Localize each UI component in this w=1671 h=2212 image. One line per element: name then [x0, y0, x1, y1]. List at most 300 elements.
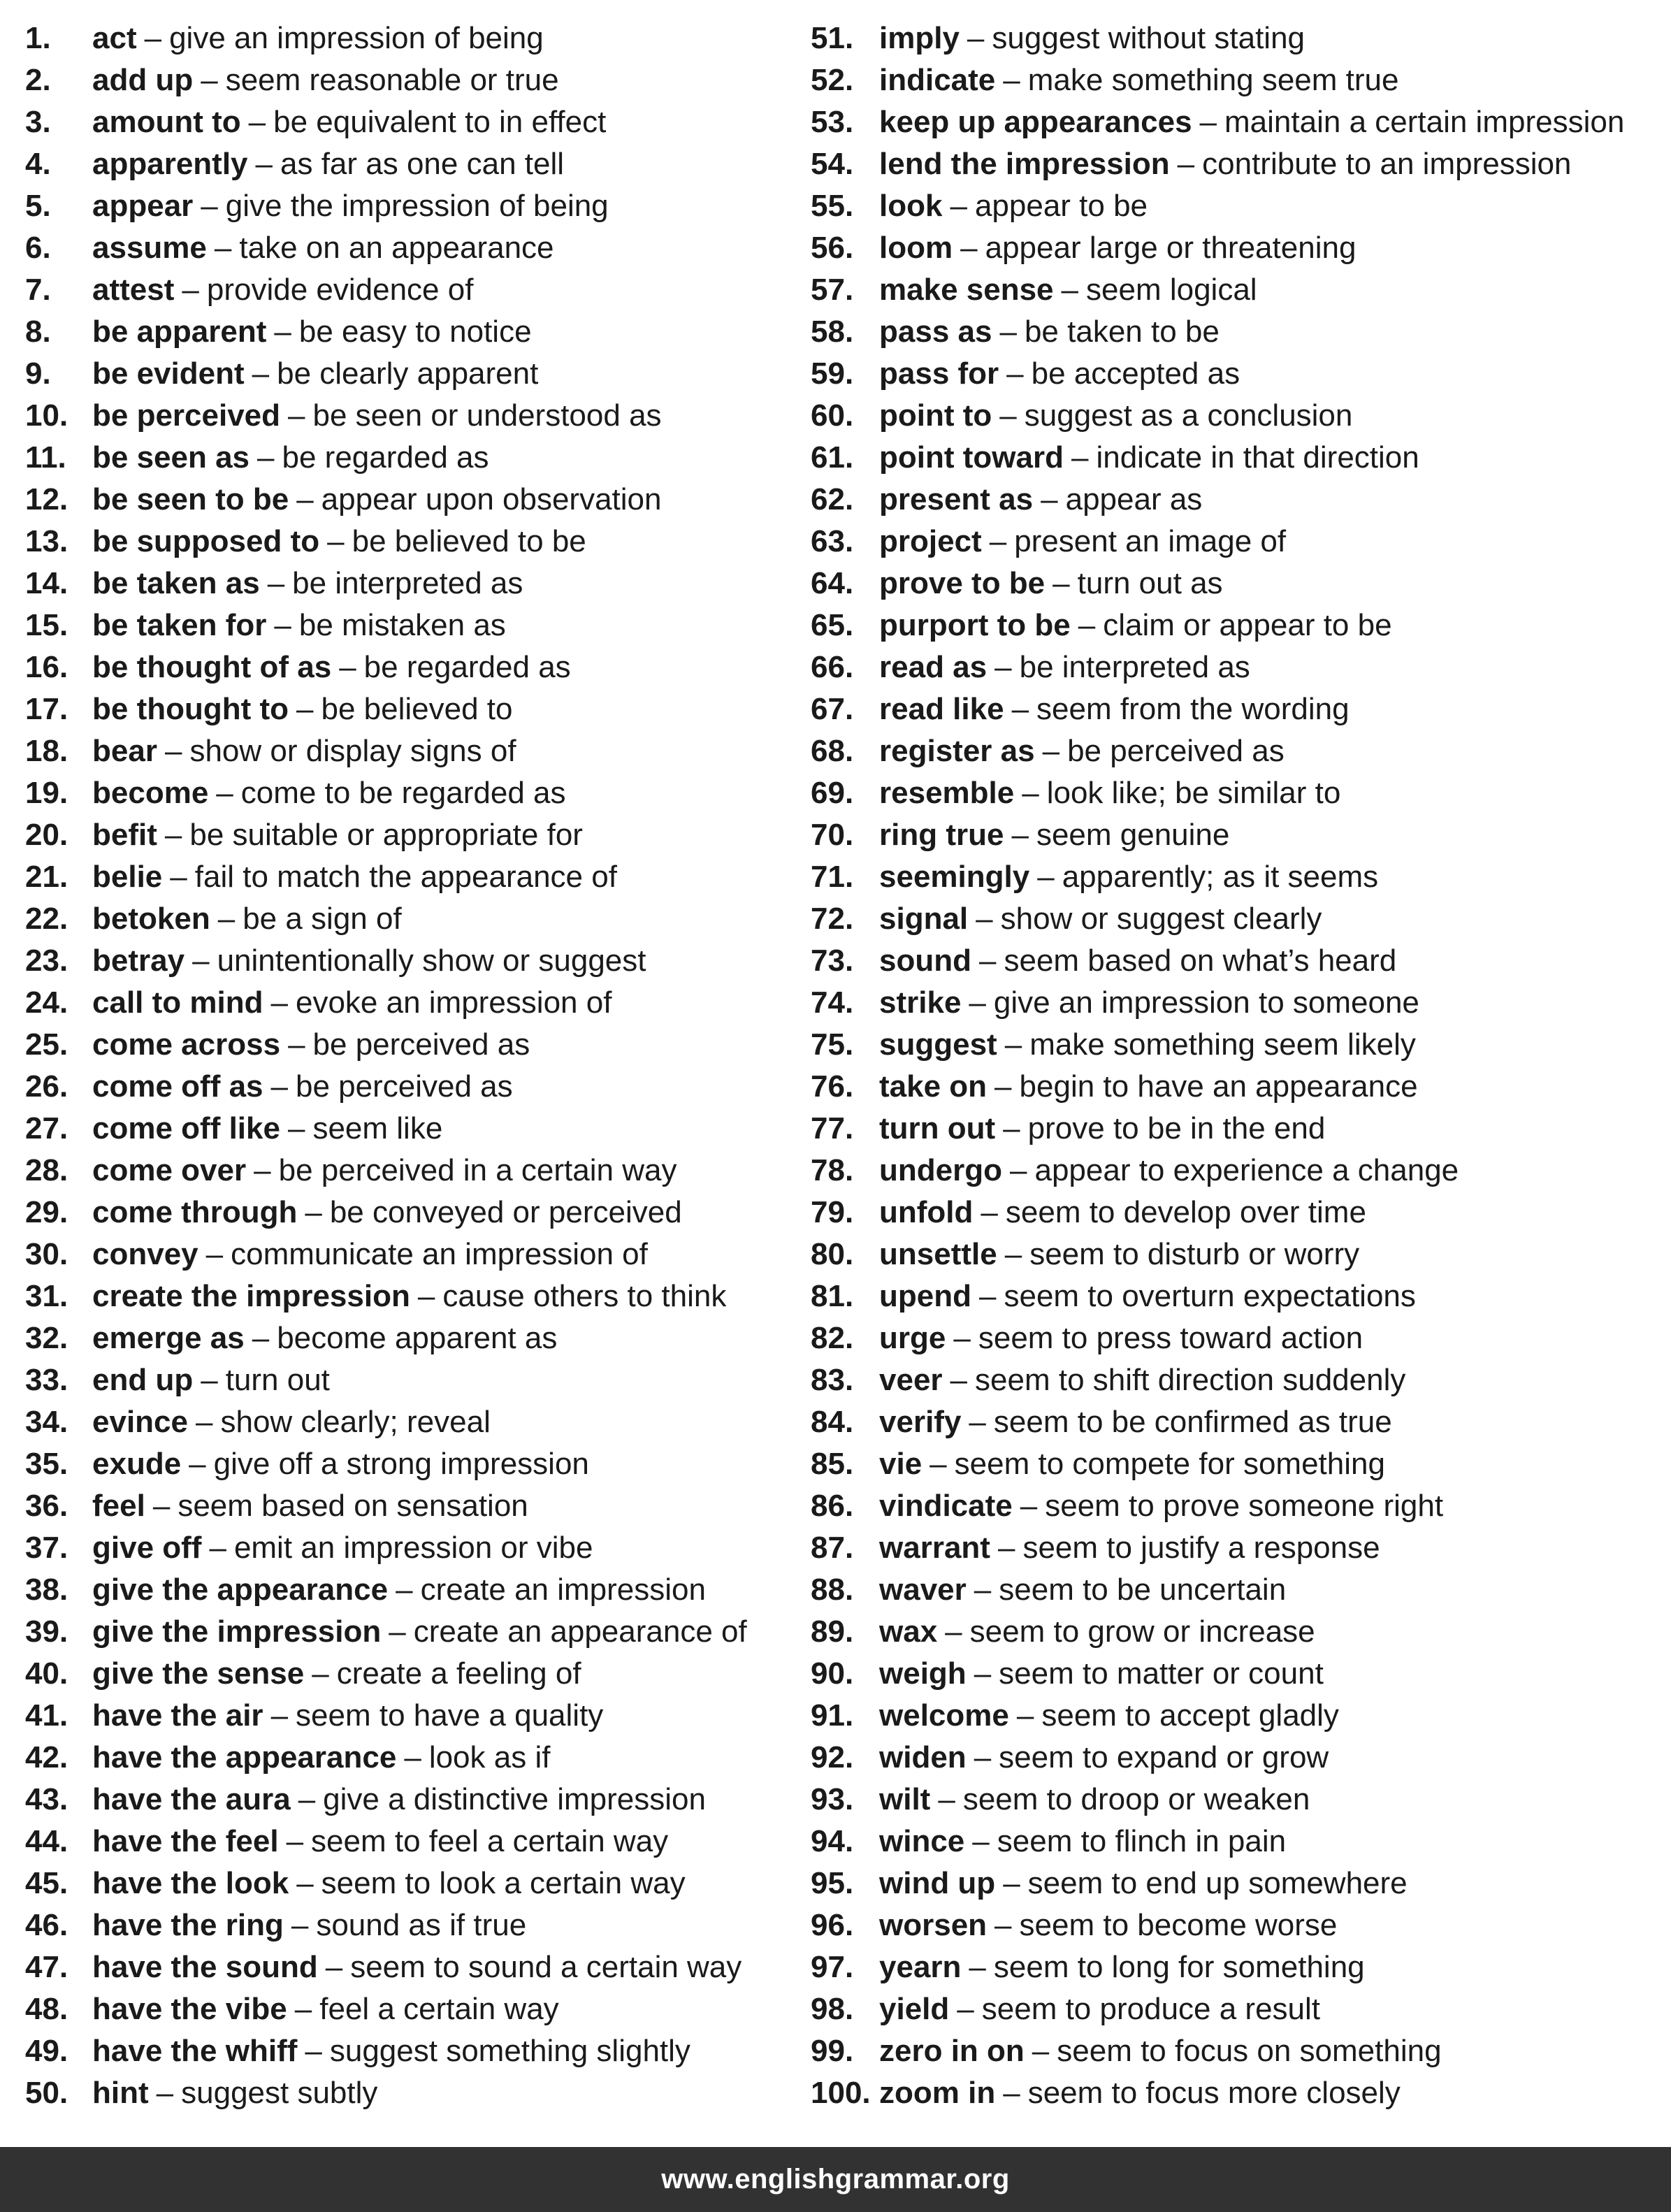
- item-term: betoken: [92, 902, 210, 936]
- item-term: ring true: [879, 818, 1004, 852]
- item-term: unsettle: [879, 1237, 997, 1271]
- item-number: 95.: [811, 1866, 854, 1900]
- list-item: [811, 1946, 1656, 1988]
- item-term: exude: [92, 1447, 182, 1481]
- item-separator: –: [252, 356, 270, 391]
- item-separator: –: [201, 189, 218, 223]
- item-definition: seem to matter or count: [999, 1656, 1324, 1691]
- item-term: create the impression: [92, 1279, 410, 1313]
- item-term: wince: [879, 1824, 965, 1858]
- item-term: feel: [92, 1489, 145, 1523]
- item-definition: give an impression of being: [169, 21, 544, 55]
- item-term: warrant: [879, 1531, 990, 1565]
- item-number: 10.: [25, 398, 68, 433]
- item-separator: –: [195, 1405, 213, 1439]
- item-number: 62.: [811, 482, 854, 516]
- list-item: [25, 563, 794, 605]
- item-definition: seem to focus more closely: [1027, 2076, 1401, 2110]
- item-term: register as: [879, 734, 1035, 768]
- item-term: worsen: [879, 1908, 988, 1942]
- item-number: 96.: [811, 1908, 854, 1942]
- item-separator: –: [312, 1656, 329, 1691]
- item-term: betray: [92, 944, 185, 978]
- item-definition: make something seem likely: [1029, 1027, 1416, 1062]
- item-separator: –: [201, 1363, 218, 1397]
- list-item: [811, 353, 1656, 395]
- list-item: [811, 521, 1656, 563]
- item-number: 75.: [811, 1027, 854, 1062]
- list-item: [25, 1737, 794, 1779]
- item-definition: seem from the wording: [1036, 692, 1350, 726]
- item-term: evince: [92, 1405, 188, 1439]
- item-number: 59.: [811, 356, 854, 391]
- item-definition: seem logical: [1086, 273, 1257, 307]
- item-number: 22.: [25, 902, 68, 936]
- item-number: 42.: [25, 1740, 68, 1774]
- list-item: [25, 479, 794, 521]
- item-number: 67.: [811, 692, 854, 726]
- item-definition: be conveyed or perceived: [329, 1195, 682, 1229]
- item-definition: be clearly apparent: [277, 356, 539, 391]
- item-separator: –: [296, 692, 314, 726]
- list-item: [811, 1569, 1656, 1611]
- item-term: have the whiff: [92, 2034, 298, 2068]
- item-separator: –: [989, 524, 1007, 558]
- item-definition: seem to droop or weaken: [962, 1782, 1310, 1816]
- item-definition: seem to have a quality: [296, 1698, 604, 1733]
- item-definition: seem to be uncertain: [999, 1573, 1287, 1607]
- item-term: emerge as: [92, 1321, 245, 1355]
- item-term: keep up appearances: [879, 105, 1192, 139]
- item-number: 16.: [25, 650, 68, 684]
- item-definition: seem based on what’s heard: [1004, 944, 1397, 978]
- item-term: veer: [879, 1363, 943, 1397]
- item-definition: turn out: [225, 1363, 330, 1397]
- item-term: present as: [879, 482, 1034, 516]
- item-number: 70.: [811, 818, 854, 852]
- list-item: [25, 59, 794, 101]
- item-number: 72.: [811, 902, 854, 936]
- item-separator: –: [994, 1069, 1012, 1104]
- item-separator: –: [999, 315, 1017, 349]
- item-definition: be perceived as: [1067, 734, 1285, 768]
- item-number: 25.: [25, 1027, 68, 1062]
- item-separator: –: [274, 608, 291, 642]
- item-separator: –: [1041, 482, 1058, 516]
- item-separator: –: [286, 1824, 304, 1858]
- item-term: seemingly: [879, 860, 1030, 894]
- list-item: [811, 898, 1656, 940]
- item-term: come across: [92, 1027, 281, 1062]
- item-definition: be perceived in a certain way: [278, 1153, 677, 1187]
- item-definition: make something seem true: [1027, 63, 1399, 97]
- item-number: 80.: [811, 1237, 854, 1271]
- item-separator: –: [1009, 1153, 1027, 1187]
- item-number: 84.: [811, 1405, 854, 1439]
- item-term: convey: [92, 1237, 198, 1271]
- list-item: [811, 1988, 1656, 2030]
- list-item: [25, 1317, 794, 1359]
- list-item: [25, 17, 794, 59]
- item-number: 100.: [811, 2076, 871, 2110]
- item-definition: apparently; as it seems: [1062, 860, 1379, 894]
- item-number: 99.: [811, 2034, 854, 2068]
- item-definition: look as if: [428, 1740, 551, 1774]
- item-separator: –: [305, 2034, 322, 2068]
- item-definition: appear large or threatening: [985, 231, 1357, 265]
- item-separator: –: [1003, 2076, 1020, 2110]
- item-definition: seem to end up somewhere: [1027, 1866, 1408, 1900]
- item-separator: –: [298, 1782, 316, 1816]
- item-definition: prove to be in the end: [1027, 1111, 1326, 1145]
- item-number: 18.: [25, 734, 68, 768]
- footer-bar: [0, 2147, 1671, 2212]
- list-item: [811, 1192, 1656, 1234]
- item-separator: –: [164, 734, 182, 768]
- list-item: [25, 1653, 794, 1695]
- item-number: 26.: [25, 1069, 68, 1104]
- item-separator: –: [152, 1489, 171, 1523]
- item-term: indicate: [879, 63, 996, 97]
- item-separator: –: [1011, 692, 1029, 726]
- item-term: welcome: [879, 1698, 1009, 1733]
- item-definition: seem to overturn expectations: [1004, 1279, 1416, 1313]
- item-number: 13.: [25, 524, 68, 558]
- item-number: 71.: [811, 860, 854, 894]
- item-number: 61.: [811, 440, 854, 475]
- list-item: [811, 1234, 1656, 1275]
- item-term: urge: [879, 1321, 946, 1355]
- item-definition: present an image of: [1014, 524, 1287, 558]
- item-definition: unintentionally show or suggest: [217, 944, 646, 978]
- list-item: [811, 227, 1656, 269]
- item-separator: –: [981, 1195, 998, 1229]
- item-separator: –: [957, 1992, 974, 2026]
- list-item: [25, 1024, 794, 1066]
- list-item: [25, 1695, 794, 1737]
- item-number: 66.: [811, 650, 854, 684]
- item-separator: –: [192, 944, 210, 978]
- item-term: lend the impression: [879, 147, 1170, 181]
- item-term: waver: [879, 1573, 967, 1607]
- item-definition: give an impression to someone: [993, 985, 1419, 1020]
- item-separator: –: [1177, 147, 1195, 181]
- item-number: 58.: [811, 315, 854, 349]
- item-term: come over: [92, 1153, 247, 1187]
- item-term: wilt: [879, 1782, 931, 1816]
- item-number: 24.: [25, 985, 68, 1020]
- item-definition: seem based on sensation: [178, 1489, 528, 1523]
- item-term: widen: [879, 1740, 967, 1774]
- item-separator: –: [156, 2076, 174, 2110]
- item-definition: be perceived as: [296, 1069, 513, 1104]
- item-term: give off: [92, 1531, 202, 1565]
- item-number: 43.: [25, 1782, 68, 1816]
- item-term: zoom in: [879, 2076, 996, 2110]
- item-number: 73.: [811, 944, 854, 978]
- list-item: [811, 856, 1656, 898]
- item-definition: seem genuine: [1036, 818, 1230, 852]
- item-number: 88.: [811, 1573, 854, 1607]
- item-definition: create an appearance of: [413, 1614, 747, 1649]
- item-number: 78.: [811, 1153, 854, 1187]
- item-separator: –: [209, 1531, 226, 1565]
- item-term: signal: [879, 902, 969, 936]
- list-item: [25, 856, 794, 898]
- item-number: 51.: [811, 21, 854, 55]
- item-separator: –: [976, 902, 993, 936]
- item-number: 97.: [811, 1950, 854, 1984]
- item-separator: –: [929, 1447, 947, 1481]
- item-separator: –: [327, 524, 345, 558]
- list-item: [25, 1904, 794, 1946]
- item-separator: –: [1032, 2034, 1050, 2068]
- item-definition: be easy to notice: [298, 315, 532, 349]
- item-number: 5.: [25, 189, 51, 223]
- item-separator: –: [1037, 860, 1055, 894]
- item-number: 90.: [811, 1656, 854, 1691]
- item-separator: –: [999, 398, 1017, 433]
- item-term: strike: [879, 985, 962, 1020]
- item-number: 27.: [25, 1111, 68, 1145]
- item-number: 23.: [25, 944, 68, 978]
- item-definition: seem to feel a certain way: [311, 1824, 669, 1858]
- list-item: [25, 1988, 794, 2030]
- item-definition: appear upon observation: [321, 482, 662, 516]
- item-number: 3.: [25, 105, 51, 139]
- item-separator: –: [994, 1908, 1012, 1942]
- item-separator: –: [255, 147, 273, 181]
- item-term: be taken for: [92, 608, 267, 642]
- list-item: [25, 1359, 794, 1401]
- item-term: have the air: [92, 1698, 263, 1733]
- item-definition: appear to be: [974, 189, 1148, 223]
- item-definition: suggest subtly: [181, 2076, 378, 2110]
- item-definition: seem reasonable or true: [225, 63, 559, 97]
- item-number: 17.: [25, 692, 68, 726]
- item-term: yield: [879, 1992, 950, 2026]
- item-number: 8.: [25, 315, 51, 349]
- item-number: 93.: [811, 1782, 854, 1816]
- item-number: 49.: [25, 2034, 68, 2068]
- item-term: have the vibe: [92, 1992, 287, 2026]
- item-term: imply: [879, 21, 960, 55]
- item-term: come through: [92, 1195, 298, 1229]
- footer-url[interactable]: www.englishgrammar.org: [661, 2164, 1010, 2195]
- item-separator: –: [960, 231, 978, 265]
- item-number: 56.: [811, 231, 854, 265]
- item-number: 14.: [25, 566, 68, 600]
- item-separator: –: [997, 1531, 1015, 1565]
- item-definition: show or display signs of: [189, 734, 516, 768]
- item-number: 34.: [25, 1405, 68, 1439]
- item-number: 39.: [25, 1614, 68, 1649]
- item-term: read like: [879, 692, 1004, 726]
- item-number: 7.: [25, 273, 51, 307]
- item-number: 47.: [25, 1950, 68, 1984]
- item-term: have the appearance: [92, 1740, 397, 1774]
- list-item: [811, 1108, 1656, 1150]
- list-item: [811, 1737, 1656, 1779]
- item-separator: –: [170, 860, 187, 894]
- item-definition: turn out as: [1077, 566, 1223, 600]
- list-item: [811, 1527, 1656, 1569]
- item-definition: look like; be similar to: [1046, 776, 1341, 810]
- item-term: befit: [92, 818, 157, 852]
- item-definition: provide evidence of: [206, 273, 474, 307]
- item-number: 20.: [25, 818, 68, 852]
- list-item: [811, 2030, 1656, 2072]
- list-item: [25, 1066, 794, 1108]
- list-item: [25, 227, 794, 269]
- item-definition: be regarded as: [282, 440, 489, 475]
- item-definition: be suitable or appropriate for: [189, 818, 583, 852]
- item-separator: –: [938, 1782, 955, 1816]
- item-term: give the sense: [92, 1656, 305, 1691]
- list-item: [25, 1443, 794, 1485]
- item-separator: –: [1004, 1237, 1022, 1271]
- item-number: 98.: [811, 1992, 854, 2026]
- item-number: 52.: [811, 63, 854, 97]
- item-definition: be believed to be: [352, 524, 586, 558]
- item-number: 38.: [25, 1573, 68, 1607]
- item-term: vindicate: [879, 1489, 1013, 1523]
- item-term: be seen to be: [92, 482, 289, 516]
- item-term: take on: [879, 1069, 988, 1104]
- list-item: [25, 1611, 794, 1653]
- item-number: 79.: [811, 1195, 854, 1229]
- item-definition: show clearly; reveal: [220, 1405, 491, 1439]
- item-definition: seem to expand or grow: [999, 1740, 1329, 1774]
- item-definition: be accepted as: [1031, 356, 1240, 391]
- item-separator: –: [972, 1824, 990, 1858]
- item-definition: suggest something slightly: [329, 2034, 690, 2068]
- list-item: [25, 1275, 794, 1317]
- item-definition: be taken to be: [1024, 315, 1220, 349]
- item-term: amount to: [92, 105, 241, 139]
- list-item: [25, 521, 794, 563]
- list-item: [25, 2030, 794, 2072]
- item-number: 45.: [25, 1866, 68, 1900]
- item-number: 9.: [25, 356, 51, 391]
- item-term: come off as: [92, 1069, 263, 1104]
- item-definition: as far as one can tell: [280, 147, 565, 181]
- item-number: 77.: [811, 1111, 854, 1145]
- item-term: unfold: [879, 1195, 974, 1229]
- item-separator: –: [1003, 63, 1020, 97]
- list-item: [811, 59, 1656, 101]
- item-separator: –: [1022, 776, 1039, 810]
- item-number: 60.: [811, 398, 854, 433]
- item-separator: –: [217, 902, 236, 936]
- item-term: act: [92, 21, 137, 55]
- item-definition: suggest without stating: [992, 21, 1305, 55]
- item-definition: seem to develop over time: [1005, 1195, 1366, 1229]
- item-number: 68.: [811, 734, 854, 768]
- item-term: be perceived: [92, 398, 281, 433]
- item-term: pass as: [879, 315, 992, 349]
- list-item: [25, 1485, 794, 1527]
- item-term: be taken as: [92, 566, 260, 600]
- item-definition: begin to have an appearance: [1019, 1069, 1418, 1104]
- list-item: [25, 269, 794, 311]
- list-item: [811, 1485, 1656, 1527]
- item-separator: –: [339, 650, 356, 684]
- item-definition: seem to sound a certain way: [350, 1950, 742, 1984]
- item-term: zero in on: [879, 2034, 1025, 2068]
- item-separator: –: [288, 1027, 305, 1062]
- list-item: [811, 311, 1656, 353]
- item-definition: give the impression of being: [225, 189, 609, 223]
- item-definition: seem to accept gladly: [1041, 1698, 1339, 1733]
- item-definition: seem to become worse: [1019, 1908, 1338, 1942]
- list-item: [811, 395, 1656, 437]
- list-item: [811, 1695, 1656, 1737]
- list-item: [25, 437, 794, 479]
- item-number: 28.: [25, 1153, 68, 1187]
- item-definition: seem to flinch in pain: [997, 1824, 1287, 1858]
- item-term: have the look: [92, 1866, 289, 1900]
- item-separator: –: [252, 1321, 270, 1355]
- item-definition: seem to long for something: [993, 1950, 1365, 1984]
- item-number: 6.: [25, 231, 51, 265]
- item-term: purport to be: [879, 608, 1071, 642]
- list-item: [811, 269, 1656, 311]
- item-number: 82.: [811, 1321, 854, 1355]
- item-separator: –: [1003, 1866, 1020, 1900]
- item-number: 4.: [25, 147, 51, 181]
- item-separator: –: [288, 398, 305, 433]
- item-definition: maintain a certain impression: [1224, 105, 1625, 139]
- item-definition: appear as: [1065, 482, 1203, 516]
- item-number: 86.: [811, 1489, 854, 1523]
- item-term: read as: [879, 650, 988, 684]
- item-separator: –: [969, 985, 986, 1020]
- list-item: [811, 1653, 1656, 1695]
- list-item: [811, 1150, 1656, 1192]
- item-definition: communicate an impression of: [231, 1237, 648, 1271]
- item-term: hint: [92, 2076, 149, 2110]
- item-definition: be interpreted as: [1019, 650, 1250, 684]
- list-item: [811, 814, 1656, 856]
- item-number: 55.: [811, 189, 854, 223]
- list-item: [25, 1946, 794, 1988]
- item-number: 41.: [25, 1698, 68, 1733]
- item-separator: –: [994, 650, 1012, 684]
- list-item: [811, 1443, 1656, 1485]
- item-term: vie: [879, 1447, 923, 1481]
- item-separator: –: [978, 1279, 997, 1313]
- list-item: [25, 898, 794, 940]
- item-separator: –: [1052, 566, 1070, 600]
- list-item: [811, 982, 1656, 1024]
- item-separator: –: [189, 1447, 206, 1481]
- item-separator: –: [389, 1614, 406, 1649]
- list-item: [25, 353, 794, 395]
- list-item: [811, 101, 1656, 143]
- item-number: 54.: [811, 147, 854, 181]
- item-separator: –: [216, 776, 233, 810]
- item-term: give the impression: [92, 1614, 382, 1649]
- item-number: 83.: [811, 1363, 854, 1397]
- item-separator: –: [182, 273, 199, 307]
- item-term: make sense: [879, 273, 1054, 307]
- list-item: [811, 940, 1656, 982]
- item-number: 15.: [25, 608, 68, 642]
- item-number: 50.: [25, 2076, 68, 2110]
- list-item: [25, 1863, 794, 1904]
- item-number: 19.: [25, 776, 68, 810]
